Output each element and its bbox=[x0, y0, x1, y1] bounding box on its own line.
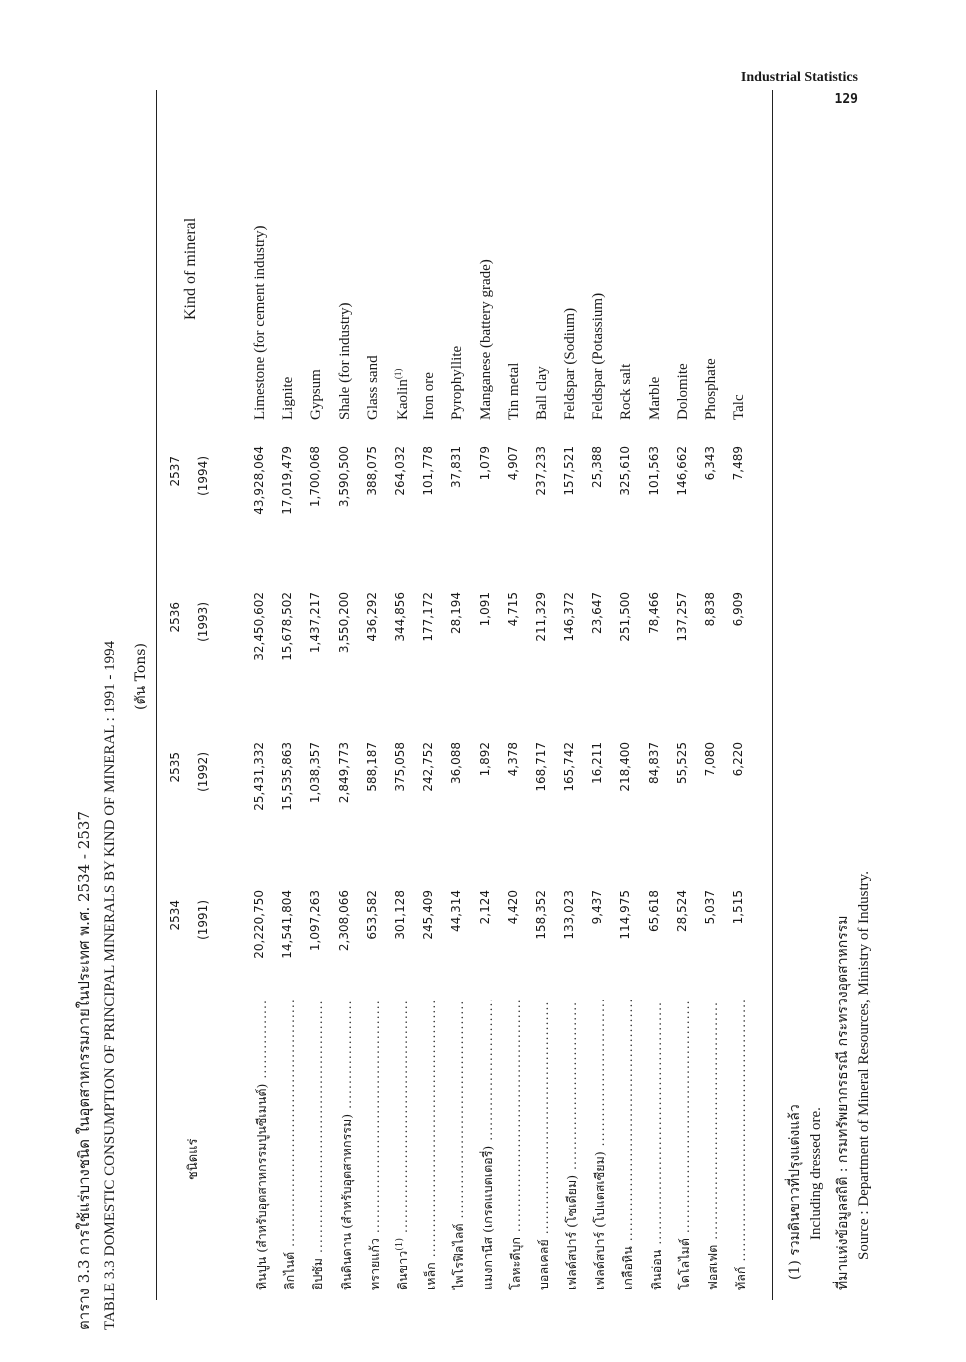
value-cell: 168,717 bbox=[533, 742, 548, 792]
value-cell: 375,058 bbox=[392, 742, 407, 792]
mineral-name-thai bbox=[731, 1000, 751, 1290]
value-cell: 15,535,863 bbox=[280, 742, 295, 811]
value-cell: 101,563 bbox=[646, 446, 661, 496]
mineral-name-thai bbox=[393, 1000, 413, 1290]
column-header-thai: ชนิดแร่ bbox=[186, 1138, 201, 1180]
value-cell: 84,837 bbox=[646, 742, 661, 784]
mineral-name-thai-text: แมงกานีส (เกรดแบตเตอรี่) bbox=[479, 1145, 495, 1290]
table-number-thai: ตาราง 3.3 bbox=[75, 1259, 93, 1330]
value-cell: 7,080 bbox=[703, 742, 717, 777]
mineral-name-english-text: Iron ore bbox=[421, 372, 438, 420]
table-row bbox=[703, 90, 731, 1300]
bottom-rule bbox=[772, 90, 773, 1300]
mineral-name-english-text: Gypsum bbox=[308, 369, 325, 420]
value-cell: 28,194 bbox=[449, 592, 464, 634]
value-cell: 4,715 bbox=[505, 592, 520, 627]
table-title-thai-text: การใช้แร่บางชนิด ในอุตสาหกรรมภายในประเทศ พ.ศ. 2534 - 2537 bbox=[75, 811, 93, 1256]
value-cell: 17,019,479 bbox=[280, 446, 295, 515]
mineral-name-english bbox=[308, 369, 325, 420]
value-cell: 2,124 bbox=[477, 890, 492, 925]
mineral-name-english-text: Limestone (for cement industry) bbox=[252, 225, 268, 420]
value-cell: 4,378 bbox=[505, 742, 520, 777]
value-cell: 245,409 bbox=[421, 890, 436, 940]
value-cell: 1,515 bbox=[731, 890, 746, 925]
year-thai: 2537 bbox=[168, 456, 182, 487]
table-row bbox=[675, 90, 703, 1300]
table-row bbox=[478, 90, 506, 1300]
value-cell: 146,372 bbox=[562, 592, 577, 642]
mineral-name-thai bbox=[421, 1000, 441, 1290]
mineral-name-english bbox=[562, 308, 579, 420]
year-header-1994 bbox=[168, 456, 210, 556]
table-row bbox=[337, 90, 365, 1300]
value-cell: 1,700,068 bbox=[308, 446, 323, 508]
mineral-name-thai bbox=[618, 1000, 638, 1290]
value-cell: 6,220 bbox=[731, 742, 746, 777]
running-header-title: Industrial Statistics bbox=[740, 70, 858, 85]
mineral-name-thai-text: โดโลไมต์ bbox=[676, 1238, 692, 1290]
value-cell: 237,233 bbox=[533, 446, 548, 496]
mineral-name-english-text: Kaolin bbox=[394, 379, 411, 420]
value-cell: 165,742 bbox=[562, 742, 577, 792]
table-body bbox=[252, 90, 759, 1300]
year-thai: 2536 bbox=[168, 602, 182, 633]
table-row bbox=[647, 90, 675, 1300]
mineral-name-english-text: Rock salt bbox=[618, 363, 635, 420]
value-cell: 43,928,064 bbox=[252, 446, 266, 515]
mineral-name-thai-text: ทัลก์ bbox=[733, 1266, 749, 1290]
mineral-name-english-text: Pyrophyllite bbox=[449, 345, 466, 420]
table-row bbox=[506, 90, 534, 1300]
mineral-name-english-text: Tin metal bbox=[505, 362, 522, 420]
value-cell: 588,187 bbox=[364, 742, 379, 792]
footnote-marker: (1) bbox=[392, 368, 403, 380]
mineral-name-english bbox=[252, 225, 269, 420]
top-rule bbox=[156, 90, 157, 1300]
table-title-thai bbox=[72, 811, 96, 1330]
mineral-name-english bbox=[478, 259, 495, 420]
year-header-1991 bbox=[168, 900, 210, 1000]
value-cell: 44,314 bbox=[449, 890, 464, 932]
value-cell: 6,909 bbox=[731, 592, 746, 627]
value-cell: 55,525 bbox=[674, 742, 689, 784]
mineral-name-english bbox=[280, 377, 297, 420]
table-row bbox=[393, 90, 421, 1300]
mineral-name-thai bbox=[675, 1000, 695, 1290]
mineral-name-thai-text: เหล็ก bbox=[423, 1262, 439, 1290]
value-cell: 4,907 bbox=[505, 446, 520, 481]
mineral-name-english bbox=[365, 355, 382, 420]
page-number: 129 bbox=[834, 92, 858, 107]
value-cell: 3,550,200 bbox=[336, 592, 351, 654]
year-thai: 2534 bbox=[168, 900, 182, 931]
year-gregorian: (1992) bbox=[196, 752, 210, 792]
mineral-name-thai bbox=[449, 1000, 469, 1290]
table-row bbox=[421, 90, 449, 1300]
value-cell: 8,838 bbox=[703, 592, 717, 627]
mineral-name-english-text: Phosphate bbox=[703, 358, 719, 420]
value-cell: 25,431,332 bbox=[252, 742, 266, 811]
mineral-name-thai-text: ฟอสเฟต bbox=[705, 1244, 720, 1290]
value-cell: 101,778 bbox=[421, 446, 436, 496]
value-cell: 15,678,502 bbox=[280, 592, 295, 661]
value-cell: 251,500 bbox=[618, 592, 633, 642]
mineral-name-thai bbox=[365, 1000, 385, 1290]
mineral-name-thai bbox=[647, 1000, 667, 1290]
mineral-name-english-text: Talc bbox=[731, 394, 748, 420]
mineral-name-english bbox=[675, 363, 692, 420]
value-cell: 1,892 bbox=[477, 742, 492, 777]
mineral-name-thai-text: โลหะดีบุก bbox=[507, 1237, 523, 1290]
table-title-english-text: DOMESTIC CONSUMPTION OF PRINCIPAL MINERALS BY KIND OF MINERAL : 1991 - 1994 bbox=[102, 640, 118, 1257]
mineral-name-thai-text: เฟลด์สปาร์ (โปแตสเซียม) bbox=[592, 1151, 608, 1290]
value-cell: 28,524 bbox=[674, 890, 689, 932]
mineral-name-english bbox=[618, 364, 635, 420]
mineral-name-thai-text: เกลือหิน bbox=[620, 1246, 636, 1290]
year-thai: 2535 bbox=[168, 752, 182, 783]
mineral-name-english bbox=[393, 369, 412, 420]
value-cell: 264,032 bbox=[392, 446, 407, 496]
value-cell: 37,831 bbox=[449, 446, 464, 488]
value-cell: 1,038,357 bbox=[308, 742, 323, 804]
mineral-name-thai-text: หินปูน (สำหรับอุตสาหกรรมปูนซีเมนต์) bbox=[254, 1083, 269, 1290]
value-cell: 36,088 bbox=[449, 742, 464, 784]
value-cell: 301,128 bbox=[392, 890, 407, 940]
column-header-english: Kind of mineral bbox=[182, 217, 199, 320]
table-row bbox=[731, 90, 759, 1300]
mineral-name-english bbox=[506, 363, 523, 420]
table-row bbox=[449, 90, 477, 1300]
year-gregorian: (1994) bbox=[196, 456, 210, 496]
rotated-table-page bbox=[72, 60, 872, 1330]
table-row bbox=[365, 90, 393, 1300]
value-cell: 78,466 bbox=[646, 592, 661, 634]
value-cell: 23,647 bbox=[590, 592, 605, 634]
mineral-name-thai-text: หินดินดาน (สำหรับอุตสาหกรรม) bbox=[338, 1113, 354, 1290]
mineral-name-thai-text: ดินขาว bbox=[394, 1250, 410, 1290]
mineral-name-thai bbox=[478, 1000, 498, 1290]
mineral-name-thai-text: หินอ่อน bbox=[648, 1249, 664, 1290]
mineral-name-thai-text: ทรายแก้ว bbox=[366, 1238, 382, 1290]
mineral-name-english bbox=[590, 293, 607, 420]
table-number-english: TABLE 3.3 bbox=[102, 1260, 118, 1330]
source-thai: ที่มาแห่งข้อมูลสถิติ : กรมทรัพยากรธรณี กระทรวงอุตสาหกรรม bbox=[835, 915, 851, 1290]
mineral-name-thai bbox=[308, 1000, 328, 1290]
mineral-name-english bbox=[703, 358, 720, 420]
table-row bbox=[534, 90, 562, 1300]
mineral-name-thai bbox=[703, 1000, 723, 1290]
value-cell: 1,091 bbox=[477, 592, 492, 627]
year-header-1993 bbox=[168, 602, 210, 702]
mineral-name-thai-text: บอลเคลย์ bbox=[535, 1239, 551, 1290]
value-cell: 5,037 bbox=[703, 890, 717, 925]
table-row bbox=[252, 90, 280, 1300]
unit-label: (ตัน Tons) bbox=[133, 643, 149, 710]
value-cell: 65,618 bbox=[646, 890, 661, 932]
mineral-name-english bbox=[731, 394, 748, 420]
mineral-name-thai bbox=[506, 1000, 526, 1290]
notes bbox=[784, 871, 880, 1290]
value-cell: 16,211 bbox=[590, 742, 605, 784]
value-cell: 137,257 bbox=[674, 592, 689, 642]
value-cell: 2,849,773 bbox=[336, 742, 351, 804]
value-cell: 6,343 bbox=[703, 446, 717, 481]
value-cell: 158,352 bbox=[533, 890, 548, 940]
table-row bbox=[562, 90, 590, 1300]
mineral-name-english bbox=[421, 372, 438, 420]
mineral-name-english-text: Manganese (battery grade) bbox=[477, 259, 494, 420]
mineral-name-english bbox=[647, 377, 664, 420]
mineral-name-thai bbox=[252, 1000, 272, 1290]
mineral-name-english bbox=[449, 346, 466, 420]
table-row bbox=[618, 90, 646, 1300]
table-row bbox=[280, 90, 308, 1300]
table-title-english bbox=[102, 641, 119, 1330]
value-cell: 146,662 bbox=[674, 446, 689, 496]
mineral-name-english bbox=[337, 303, 354, 420]
value-cell: 7,489 bbox=[731, 446, 746, 481]
value-cell: 436,292 bbox=[364, 592, 379, 642]
mineral-name-thai-text: เฟลด์สปาร์ (โซเดียม) bbox=[564, 1174, 580, 1290]
value-cell: 20,220,750 bbox=[252, 890, 266, 959]
value-cell: 344,856 bbox=[392, 592, 407, 642]
value-cell: 32,450,602 bbox=[252, 592, 266, 661]
mineral-name-english-text: Feldspar (Potassium) bbox=[590, 292, 607, 420]
value-cell: 1,097,263 bbox=[308, 890, 323, 952]
mineral-name-english-text: Shale (for industry) bbox=[336, 302, 353, 420]
value-cell: 3,590,500 bbox=[336, 446, 351, 508]
footnote-marker: (1) bbox=[394, 1238, 405, 1251]
mineral-name-english-text: Feldspar (Sodium) bbox=[562, 307, 579, 420]
mineral-name-english-text: Ball clay bbox=[533, 366, 550, 420]
value-cell: 653,582 bbox=[364, 890, 379, 940]
mineral-name-thai bbox=[534, 1000, 554, 1290]
value-cell: 14,541,804 bbox=[280, 890, 295, 959]
value-cell: 2,308,066 bbox=[336, 890, 351, 952]
value-cell: 218,400 bbox=[618, 742, 633, 792]
year-gregorian: (1993) bbox=[196, 602, 210, 642]
footnote-thai: (1) รวมดินขาวที่ปรุงแต่งแล้ว bbox=[787, 1104, 803, 1280]
table-row bbox=[590, 90, 618, 1300]
mineral-name-thai bbox=[562, 1000, 582, 1290]
mineral-name-english-text: Glass sand bbox=[364, 355, 381, 420]
mineral-name-english bbox=[534, 366, 551, 420]
year-gregorian: (1991) bbox=[196, 900, 210, 940]
mineral-name-thai-text: ไพโรฟิลไลต์ bbox=[451, 1223, 467, 1290]
mineral-name-english-text: Dolomite bbox=[674, 363, 691, 420]
mineral-name-english-text: Lignite bbox=[280, 376, 297, 420]
mineral-name-thai bbox=[590, 1000, 610, 1290]
mineral-name-thai-text: ยิปซัม bbox=[310, 1258, 326, 1290]
value-cell: 211,329 bbox=[533, 592, 548, 642]
value-cell: 157,521 bbox=[562, 446, 577, 496]
value-cell: 1,437,217 bbox=[308, 592, 323, 654]
table-row bbox=[308, 90, 336, 1300]
source-english: Source : Department of Mineral Resources, Ministry of Industry. bbox=[856, 871, 872, 1260]
value-cell: 325,610 bbox=[618, 446, 633, 496]
value-cell: 114,975 bbox=[618, 890, 633, 940]
mineral-name-thai-text: ลิกไนต์ bbox=[282, 1251, 298, 1290]
mineral-name-thai bbox=[337, 1000, 357, 1290]
value-cell: 9,437 bbox=[590, 890, 605, 925]
value-cell: 242,752 bbox=[421, 742, 436, 792]
mineral-name-thai bbox=[280, 1000, 300, 1290]
value-cell: 177,172 bbox=[421, 592, 436, 642]
year-header-1992 bbox=[168, 752, 210, 852]
value-cell: 4,420 bbox=[505, 890, 520, 925]
mineral-name-english-text: Marble bbox=[646, 376, 663, 420]
value-cell: 388,075 bbox=[364, 446, 379, 496]
value-cell: 1,079 bbox=[477, 446, 492, 481]
value-cell: 133,023 bbox=[562, 890, 577, 940]
value-cell: 25,388 bbox=[590, 446, 605, 488]
footnote-english: Including dressed ore. bbox=[808, 1107, 824, 1240]
